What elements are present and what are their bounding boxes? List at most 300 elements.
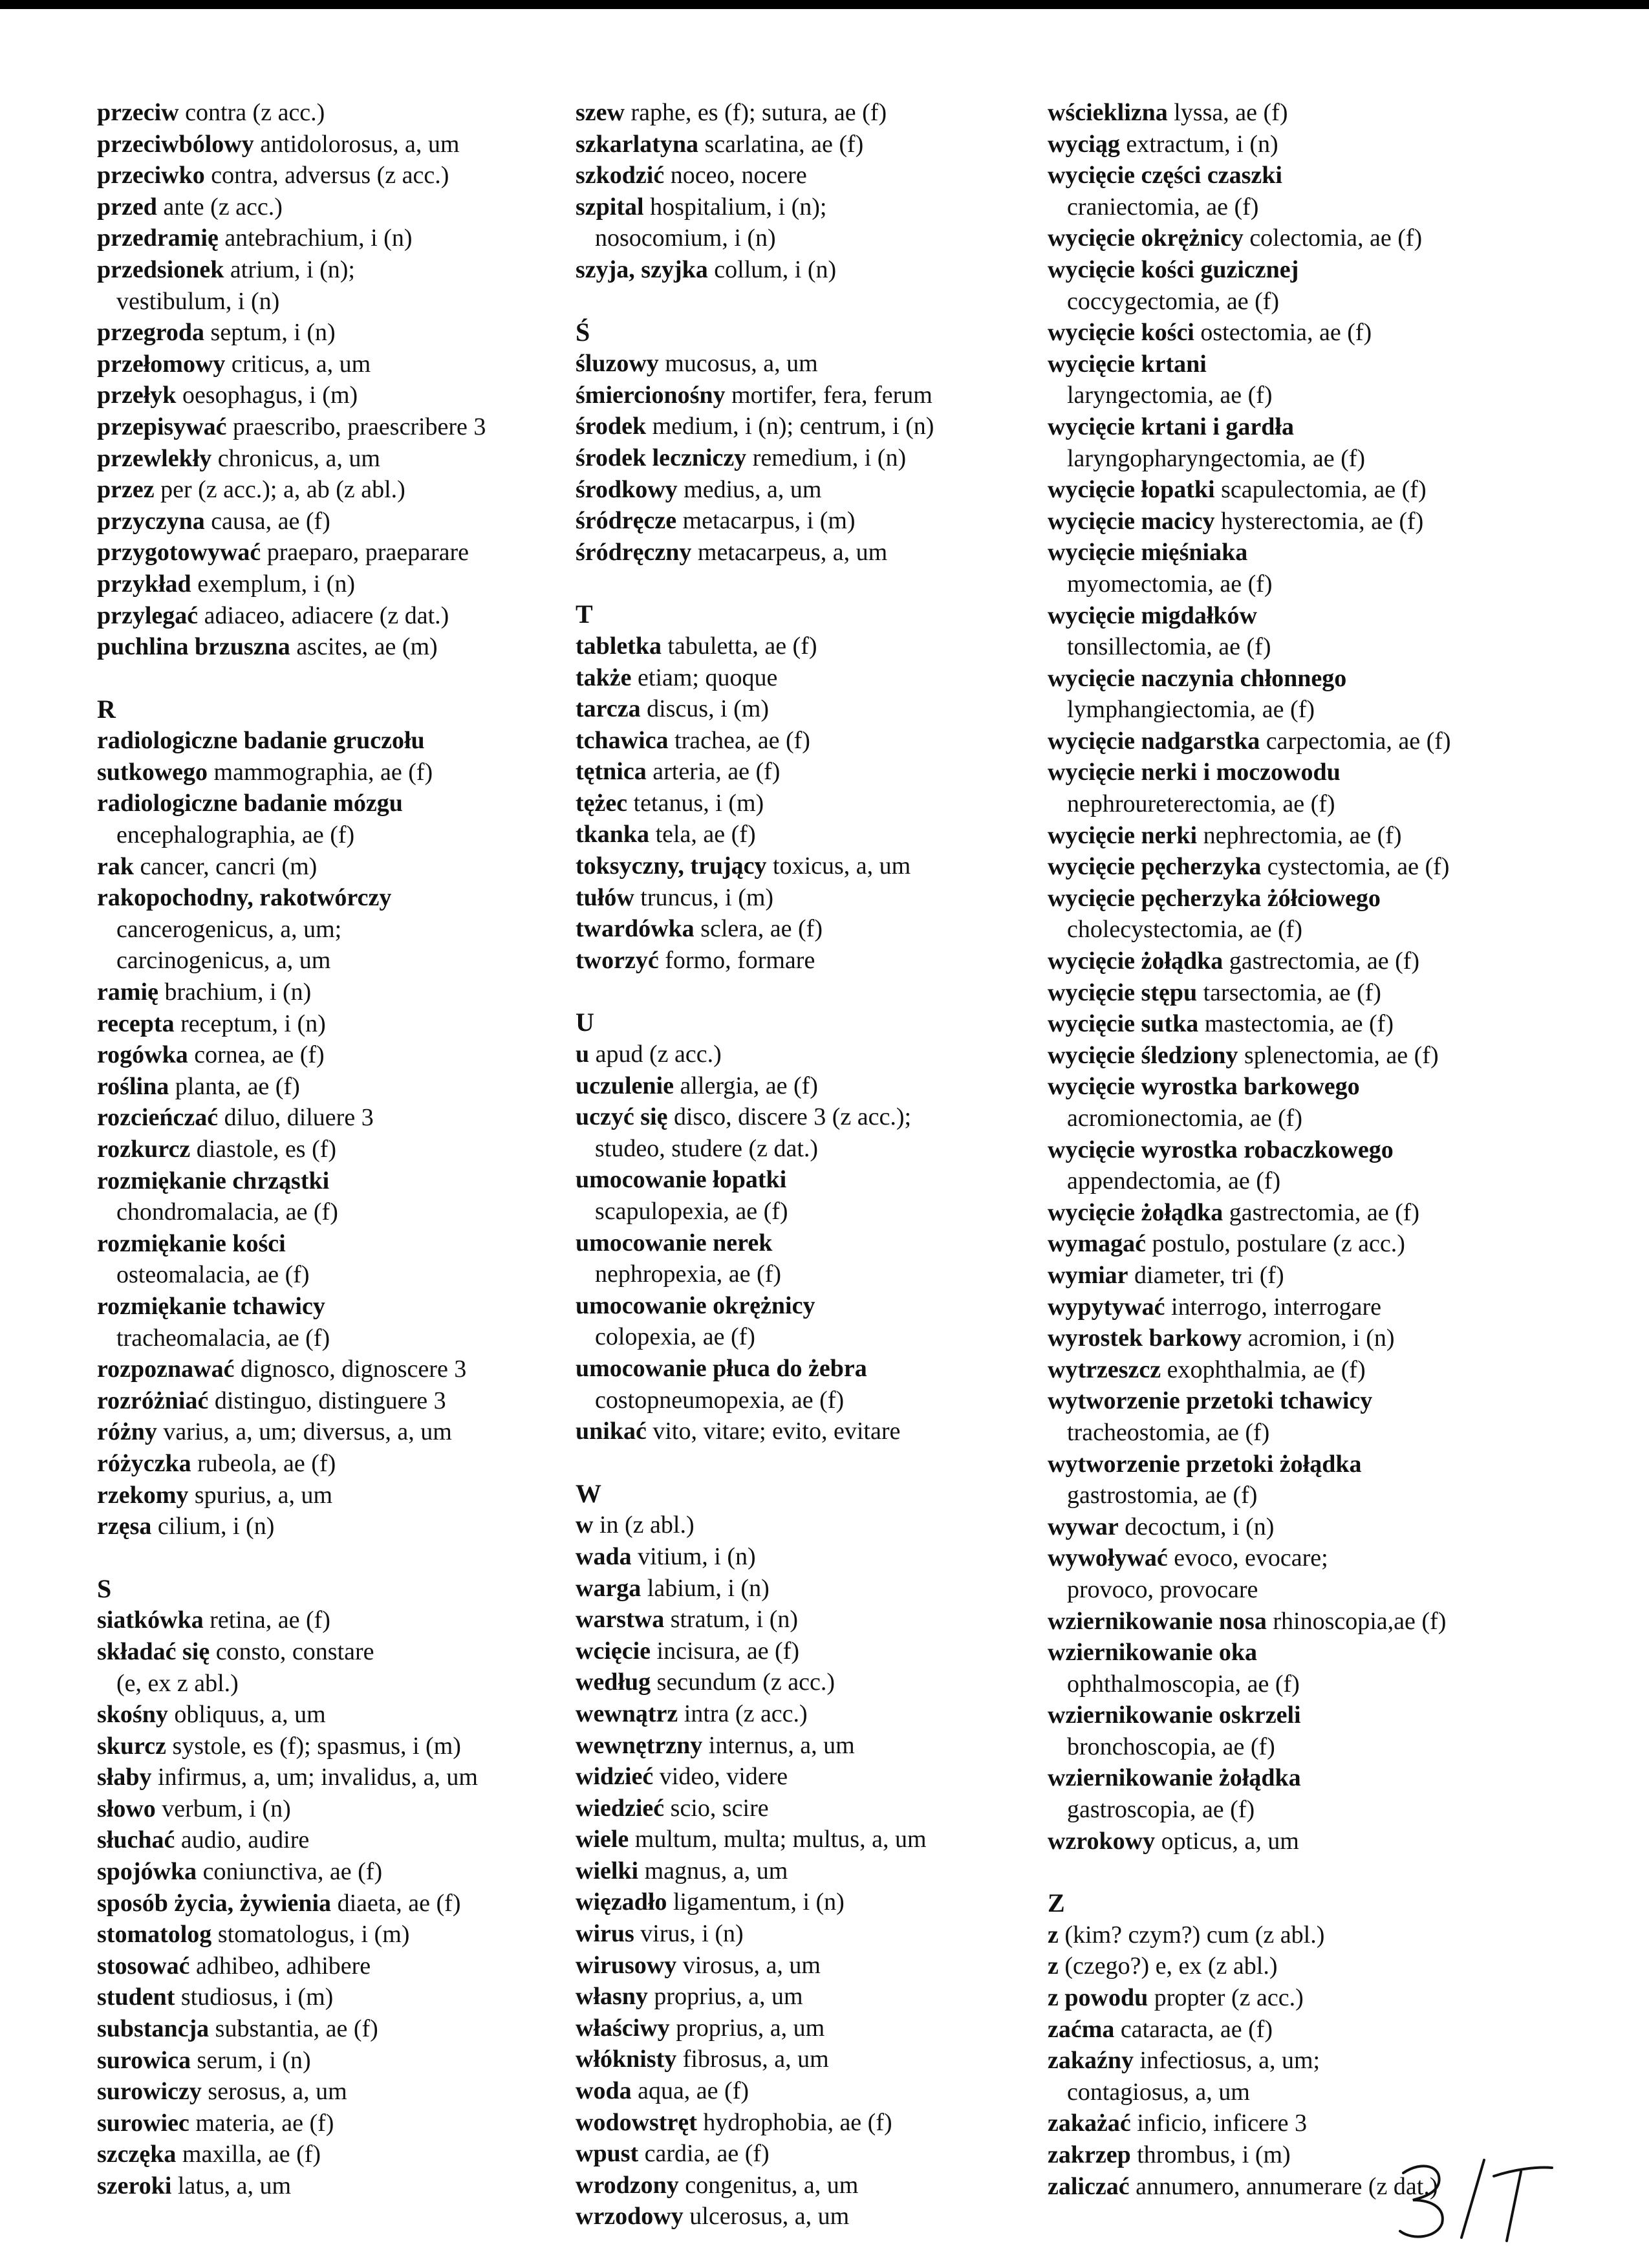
entry-headword: tarcza — [576, 695, 641, 723]
entry-headword: przepisywać — [97, 413, 227, 440]
entry-headword: przeciwko — [97, 162, 205, 189]
dictionary-entry — [97, 1950, 569, 1982]
dictionary-entry — [1048, 1950, 1565, 1982]
entry-headword: surowiec — [97, 2109, 189, 2137]
entry-headword: wirusowy — [576, 1951, 677, 1979]
dictionary-entry — [1048, 600, 1565, 632]
entry-translation: ulcerosus, a, um — [689, 2203, 850, 2230]
entry-translation: formo, formare — [665, 946, 815, 974]
dictionary-entry — [576, 882, 1054, 914]
dictionary-entry — [576, 1761, 1054, 1793]
entry-translation: scio, scire — [670, 1794, 769, 1822]
entry-translation: systole, es (f); spasmus, i (m) — [172, 1732, 461, 1760]
entry-headword: słowo — [97, 1795, 156, 1822]
dictionary-entry — [1048, 2014, 1565, 2046]
dictionary-entry — [576, 1416, 1054, 1447]
entry-headword: wycięcie wyrostka barkowego — [1048, 1073, 1360, 1101]
entry-translation: multum, multa; multus, a, um — [634, 1826, 927, 1853]
entry-headword: u — [576, 1041, 590, 1068]
entry-translation: causa, ae (f) — [211, 507, 330, 535]
entry-continuation: studeo, studere (z dat.) — [595, 1134, 819, 1162]
entry-headword: szkodzić — [576, 162, 665, 189]
entry-continuation: carcinogenicus, a, um — [116, 947, 331, 975]
entry-translation: raphe, es (f); sutura, ae (f) — [630, 99, 887, 126]
entry-headword: wewnętrzny — [576, 1731, 703, 1759]
entry-headword: wiedzieć — [576, 1794, 665, 1822]
entry-headword: szpital — [576, 193, 644, 221]
entry-translation: extractum, i (n) — [1126, 130, 1278, 158]
dictionary-entry — [576, 411, 1054, 442]
entry-translation: mortifer, fera, ferum — [731, 381, 932, 409]
dictionary-entry — [97, 631, 569, 663]
entry-continuation: craniectomia, ae (f) — [1067, 193, 1259, 221]
entry-translation: varius, a, um; diversus, a, um — [163, 1418, 452, 1446]
entry-headword: widzieć — [576, 1763, 654, 1791]
entry-headword: przykład — [97, 570, 191, 598]
dictionary-entry — [97, 882, 569, 914]
entry-headword: zakrzep — [1048, 2141, 1131, 2168]
entry-translation: gastrectomia, ae (f) — [1229, 947, 1420, 975]
entry-headword: rzekomy — [97, 1481, 189, 1509]
entry-headword: wycięcie wyrostka robaczkowego — [1048, 1136, 1394, 1163]
entry-translation: stratum, i (n) — [670, 1606, 799, 1634]
entry-translation: per (z acc.); a, ab (z abl.) — [160, 476, 405, 504]
dictionary-entry — [97, 2139, 569, 2170]
dictionary-entry — [97, 725, 569, 757]
entry-translation: infirmus, a, um; invalidus, a, um — [157, 1764, 478, 1791]
entry-translation: obliquus, a, um — [174, 1701, 326, 1729]
entry-translation: rubeola, ae (f) — [197, 1449, 336, 1477]
entry-translation: ante (z acc.) — [163, 193, 283, 221]
section-gap — [576, 1447, 1054, 1478]
dictionary-entry — [97, 1416, 569, 1448]
entry-headword: recepta — [97, 1010, 175, 1037]
dictionary-entry — [97, 1731, 569, 1762]
entry-headword: z — [1048, 1921, 1059, 1949]
entry-continuation: scapulopexia, ae (f) — [595, 1198, 788, 1225]
entry-headword: wycięcie nerki i moczowodu — [1048, 759, 1341, 786]
entry-translation: contra (z acc.) — [185, 99, 325, 126]
entry-translation: fibrosus, a, um — [682, 2046, 829, 2073]
section-gap — [97, 1542, 569, 1573]
entry-translation: cornea, ae (f) — [194, 1041, 325, 1069]
entry-translation: latus, a, um — [177, 2172, 292, 2199]
dictionary-entry — [97, 1699, 569, 1731]
entry-headword: wyciąg — [1048, 130, 1120, 158]
dictionary-entry — [97, 1102, 569, 1134]
dictionary-entry — [97, 1385, 569, 1417]
entry-translation: medius, a, um — [684, 475, 822, 503]
entry-headword: uczulenie — [576, 1072, 674, 1099]
entry-headword: szeroki — [97, 2172, 172, 2199]
entry-translation: brachium, i (n) — [164, 978, 312, 1006]
entry-translation: metacarpeus, a, um — [697, 538, 888, 566]
dictionary-entry — [1048, 2108, 1565, 2139]
dictionary-entry — [1048, 317, 1565, 349]
dictionary-entry — [97, 1039, 569, 1071]
entry-translation: praeparo, praeparare — [266, 539, 469, 567]
dictionary-entry — [97, 1636, 569, 1668]
dictionary-entry — [97, 222, 569, 254]
section-letter: R — [97, 694, 116, 724]
entry-translation: maxilla, ae (f) — [182, 2141, 321, 2168]
entry-continuation: tracheostomia, ae (f) — [1067, 1418, 1270, 1446]
entry-headword: szyja, szyjka — [576, 255, 708, 283]
dictionary-entry — [1048, 506, 1565, 537]
entry-continuation: laryngectomia, ae (f) — [1067, 382, 1273, 409]
entry-headword: skośny — [97, 1701, 168, 1729]
entry-translation: hysterectomia, ae (f) — [1220, 507, 1424, 535]
entry-headword: przyczyna — [97, 507, 205, 535]
dictionary-entry — [97, 600, 569, 632]
section-gap — [1048, 1857, 1565, 1888]
entry-translation: (kim? czym?) cum (z abl.) — [1064, 1921, 1325, 1949]
dictionary-entry — [576, 348, 1054, 380]
dictionary-entry — [576, 1604, 1054, 1636]
entry-headword: warstwa — [576, 1606, 665, 1634]
dictionary-entry — [97, 160, 569, 191]
dictionary-entry — [97, 1856, 569, 1888]
entry-headword: w — [576, 1511, 594, 1539]
section-letter: Ś — [576, 317, 590, 347]
dictionary-entry — [576, 1290, 1054, 1322]
section-letter: S — [97, 1573, 112, 1603]
entry-translation: serum, i (n) — [197, 2046, 311, 2074]
entry-translation: infectiosus, a, um; — [1139, 2047, 1320, 2075]
entry-headword: wrodzony — [576, 2171, 679, 2199]
entry-headword: przeciw — [97, 99, 179, 126]
entry-headword: przylegać — [97, 601, 199, 629]
entry-headword: surowiczy — [97, 2078, 202, 2106]
dictionary-entry — [576, 537, 1054, 568]
dictionary-entry — [576, 1698, 1054, 1730]
entry-continuation: vestibulum, i (n) — [116, 287, 280, 315]
entry-headword: tkanka — [576, 821, 650, 848]
dictionary-entry — [576, 2044, 1054, 2075]
entry-headword: różny — [97, 1418, 157, 1446]
entry-translation: septum, i (n) — [210, 319, 336, 347]
dictionary-entry — [576, 474, 1054, 506]
entry-headword: wielki — [576, 1857, 639, 1885]
dictionary-entry — [576, 1164, 1054, 1196]
dictionary-entry — [576, 442, 1054, 474]
entry-headword: przedramię — [97, 224, 219, 252]
dictionary-entry — [1048, 1197, 1565, 1229]
entry-continuation: osteomalacia, ae (f) — [116, 1261, 310, 1289]
section-gap — [576, 568, 1054, 599]
entry-translation: interrogo, interrogare — [1171, 1293, 1382, 1321]
section-letter: W — [576, 1478, 601, 1508]
entry-headword: właściwy — [576, 2014, 670, 2042]
entry-headword: wytworzenie przetoki tchawicy — [1048, 1387, 1373, 1415]
entry-translation: hydrophobia, ae (f) — [703, 2108, 892, 2136]
dictionary-entry — [97, 1511, 569, 1542]
entry-continuation: acromionectomia, ae (f) — [1067, 1105, 1302, 1132]
dictionary-entry — [1048, 945, 1565, 977]
entry-headword: tchawica — [576, 726, 669, 754]
entry-translation: studiosus, i (m) — [180, 1983, 334, 2011]
entry-continuation: tonsillectomia, ae (f) — [1067, 633, 1271, 661]
dictionary-entry — [97, 1228, 569, 1260]
entry-translation: cystectomia, ae (f) — [1267, 853, 1450, 881]
dictionary-entry — [1048, 1228, 1565, 1260]
entry-headword: unikać — [576, 1418, 647, 1445]
entry-headword: uczyć się — [576, 1103, 668, 1131]
entry-headword: wycięcie śledziony — [1048, 1041, 1238, 1069]
dictionary-entry — [97, 317, 569, 349]
entry-continuation: cancerogenicus, a, um; — [116, 915, 342, 943]
entry-headword: stosować — [97, 1952, 190, 1980]
entry-translation: praescribo, praescribere 3 — [233, 413, 486, 440]
entry-translation: antebrachium, i (n) — [224, 224, 413, 252]
dictionary-entry — [1048, 2045, 1565, 2077]
entry-translation: materia, ae (f) — [195, 2109, 334, 2137]
dictionary-entry — [1048, 222, 1565, 254]
entry-translation: oesophagus, i (m) — [182, 382, 358, 409]
entry-translation: adiaceo, adiacere (z dat.) — [204, 601, 449, 629]
dictionary-entry — [576, 380, 1054, 411]
entry-translation: postulo, postulare (z acc.) — [1152, 1230, 1405, 1258]
entry-headword: wycięcie kości guzicznej — [1048, 255, 1299, 283]
dictionary-entry — [1048, 1637, 1565, 1669]
entry-translation: apud (z acc.) — [595, 1041, 722, 1068]
entry-translation: cardia, ae (f) — [644, 2140, 770, 2168]
entry-continuation: bronchoscopia, ae (f) — [1067, 1733, 1275, 1760]
entry-headword: przedsionek — [97, 255, 224, 283]
dictionary-entry — [576, 631, 1054, 662]
dictionary-entry — [97, 1071, 569, 1103]
entry-headword: z — [1048, 1952, 1059, 1980]
entry-headword: wycięcie okrężnicy — [1048, 224, 1244, 252]
entry-headword: wziernikowanie żołądka — [1048, 1764, 1301, 1792]
entry-translation: propter (z acc.) — [1154, 1984, 1304, 2012]
dictionary-entry — [97, 2045, 569, 2077]
dictionary-entry — [576, 2013, 1054, 2044]
entry-translation: incisura, ae (f) — [656, 1637, 800, 1665]
dictionary-entry — [1048, 97, 1565, 129]
entry-headword: ramię — [97, 978, 158, 1006]
dictionary-entry — [576, 1855, 1054, 1887]
entry-translation: hospitalium, i (n); — [650, 193, 827, 221]
entry-translation: receptum, i (n) — [180, 1010, 326, 1037]
entry-headword: surowica — [97, 2046, 191, 2074]
entry-headword: więzadło — [576, 1888, 667, 1916]
dictionary-entry — [1048, 1511, 1565, 1543]
entry-translation: video, videre — [659, 1763, 788, 1791]
section-letter: T — [576, 599, 593, 629]
entry-continuation: costopneumopexia, ae (f) — [595, 1386, 845, 1414]
entry-headword: sutkowego — [97, 758, 208, 786]
dictionary-entry — [576, 191, 1054, 223]
entry-translation: secundum (z acc.) — [656, 1669, 835, 1696]
entry-translation: atrium, i (n); — [230, 255, 355, 283]
entry-continuation: gastrostomia, ae (f) — [1067, 1482, 1258, 1509]
entry-headword: wewnątrz — [576, 1700, 678, 1727]
entry-continuation: laryngopharyngectomia, ae (f) — [1067, 444, 1366, 472]
entry-headword: rozpoznawać — [97, 1355, 235, 1383]
dictionary-entry — [576, 160, 1054, 191]
entry-headword: siatkówka — [97, 1606, 204, 1634]
entry-translation: tetanus, i (m) — [633, 789, 764, 817]
entry-translation: dignosco, dignoscere 3 — [241, 1355, 467, 1383]
entry-translation: mucosus, a, um — [665, 350, 818, 378]
entry-headword: wycięcie żołądka — [1048, 1198, 1223, 1226]
entry-translation: serosus, a, um — [208, 2078, 347, 2106]
entry-translation: distinguo, distinguere 3 — [214, 1387, 446, 1414]
entry-headword: tworzyć — [576, 946, 659, 974]
entry-headword: wycięcie krtani i gardła — [1048, 413, 1294, 440]
entry-translation: stomatologus, i (m) — [217, 1921, 410, 1949]
entry-translation: exemplum, i (n) — [197, 570, 355, 598]
entry-headword: wycięcie pęcherzyka żółciowego — [1048, 884, 1381, 912]
entry-translation: criticus, a, um — [231, 350, 371, 378]
entry-translation: remedium, i (n) — [752, 444, 907, 471]
entry-translation: nephrectomia, ae (f) — [1203, 821, 1402, 849]
entry-headword: z powodu — [1048, 1984, 1148, 2012]
entry-headword: rozcieńczać — [97, 1104, 219, 1132]
dictionary-entry — [576, 1353, 1054, 1385]
dictionary-entry — [1048, 129, 1565, 160]
entry-headword: wrzodowy — [576, 2203, 684, 2230]
entry-continuation: appendectomia, ae (f) — [1067, 1167, 1281, 1195]
entry-translation: magnus, a, um — [644, 1857, 788, 1885]
entry-translation: gastrectomia, ae (f) — [1229, 1198, 1420, 1226]
entry-translation: cancer, cancri (m) — [140, 852, 318, 880]
entry-headword: wścieklizna — [1048, 99, 1168, 126]
dictionary-entry — [1048, 1323, 1565, 1354]
entry-headword: wycięcie krtani — [1048, 350, 1207, 378]
handwritten-page-mark — [1377, 2147, 1558, 2244]
entry-headword: wymagać — [1048, 1230, 1146, 1258]
entry-headword: rakopochodny, rakotwórczy — [97, 884, 392, 912]
entry-translation: evoco, evocare; — [1174, 1544, 1328, 1572]
entry-headword: tętnica — [576, 758, 647, 786]
dictionary-entry — [1048, 1542, 1565, 1574]
entry-continuation: gastroscopia, ae (f) — [1067, 1796, 1255, 1824]
entry-translation: intra (z acc.) — [684, 1700, 808, 1727]
dictionary-entry — [97, 506, 569, 537]
entry-headword: wycięcie sutka — [1048, 1010, 1199, 1038]
entry-headword: śluzowy — [576, 350, 659, 378]
dictionary-entry — [576, 1886, 1054, 1918]
dictionary-entry — [576, 1541, 1054, 1573]
entry-headword: wycięcie stępu — [1048, 978, 1198, 1006]
entry-continuation: nephroureterectomia, ae (f) — [1067, 790, 1335, 818]
entry-headword: wywoływać — [1048, 1544, 1168, 1572]
entry-headword: śmiercionośny — [576, 381, 726, 409]
entry-translation: proprius, a, um — [676, 2014, 825, 2042]
dictionary-entry — [576, 913, 1054, 945]
entry-continuation: encephalographia, ae (f) — [116, 821, 355, 849]
dictionary-entry — [576, 2138, 1054, 2170]
dictionary-entry — [97, 349, 569, 380]
entry-headword: zaliczać — [1048, 2172, 1130, 2200]
entry-translation: cilium, i (n) — [157, 1513, 275, 1540]
dictionary-entry — [576, 819, 1054, 850]
dictionary-entry — [97, 1888, 569, 1919]
dictionary-entry — [1048, 254, 1565, 286]
dictionary-entry — [576, 1918, 1054, 1950]
entry-translation: proprius, a, um — [654, 1983, 803, 2011]
entry-translation: truncus, i (m) — [640, 883, 774, 911]
entry-translation: substantia, ae (f) — [215, 2015, 378, 2043]
entry-translation: annumero, annumerare (z dat.) — [1136, 2172, 1438, 2200]
dictionary-entry — [97, 2076, 569, 2108]
dictionary-entry — [97, 1134, 569, 1165]
entry-headword: umocowanie płuca do żebra — [576, 1354, 867, 1382]
entry-headword: środek leczniczy — [576, 444, 747, 471]
dictionary-entry — [97, 1919, 569, 1950]
entry-translation: retina, ae (f) — [210, 1606, 330, 1634]
entry-headword: radiologiczne badanie mózgu — [97, 790, 403, 817]
entry-headword: wycięcie nadgarstka — [1048, 727, 1260, 755]
entry-translation: scarlatina, ae (f) — [704, 130, 864, 158]
entry-translation: allergia, ae (f) — [680, 1072, 818, 1099]
entry-translation: medium, i (n); centrum, i (n) — [652, 413, 934, 440]
dictionary-entry — [97, 191, 569, 223]
dictionary-entry — [97, 2170, 569, 2202]
dictionary-entry — [576, 1824, 1054, 1855]
dictionary-entry — [1048, 851, 1565, 883]
entry-translation: audio, audire — [180, 1826, 310, 1854]
entry-translation: adhibeo, adhibere — [196, 1952, 371, 1980]
entry-headword: wycięcie nerki — [1048, 821, 1198, 849]
entry-headword: przełomowy — [97, 350, 226, 378]
entry-headword: włóknisty — [576, 2046, 677, 2073]
dictionary-entry — [576, 2201, 1054, 2232]
dictionary-entry — [576, 505, 1054, 537]
entry-headword: wycięcie kości — [1048, 319, 1194, 347]
dictionary-entry — [1048, 1762, 1565, 1794]
dictionary-entry — [97, 1165, 569, 1197]
dictionary-entry — [1048, 1291, 1565, 1323]
entry-headword: radiologiczne badanie gruczołu — [97, 727, 425, 755]
entry-headword: szew — [576, 99, 625, 126]
dictionary-column-3 — [1048, 97, 1565, 2202]
dictionary-entry — [1048, 757, 1565, 788]
entry-headword: wodowstręt — [576, 2108, 697, 2136]
entry-headword: warga — [576, 1574, 641, 1602]
entry-headword: umocowanie łopatki — [576, 1166, 787, 1194]
entry-headword: wirus — [576, 1920, 634, 1948]
dictionary-entry — [576, 2170, 1054, 2201]
dictionary-entry — [97, 97, 569, 129]
dictionary-entry — [97, 2013, 569, 2045]
entry-headword: wycięcie pęcherzyka — [1048, 853, 1262, 881]
dictionary-entry — [576, 1509, 1054, 1541]
entry-headword: składać się — [97, 1637, 210, 1665]
dictionary-entry — [1048, 1385, 1565, 1417]
entry-translation: labium, i (n) — [647, 1574, 770, 1602]
entry-headword: twardówka — [576, 915, 695, 943]
entry-translation: spurius, a, um — [194, 1481, 333, 1509]
dictionary-entry — [97, 254, 569, 286]
entry-translation: etiam; quoque — [638, 664, 778, 691]
entry-headword: wycięcie żołądka — [1048, 947, 1223, 975]
section-letter: Z — [1048, 1888, 1065, 1918]
entry-headword: wymiar — [1048, 1261, 1128, 1289]
entry-headword: wywar — [1048, 1513, 1119, 1540]
entry-translation: planta, ae (f) — [175, 1072, 300, 1100]
dictionary-entry — [576, 2075, 1054, 2107]
entry-headword: wiele — [576, 1826, 629, 1853]
entry-translation: opticus, a, um — [1161, 1827, 1299, 1855]
entry-translation: mastectomia, ae (f) — [1204, 1010, 1394, 1038]
dictionary-entry — [576, 756, 1054, 788]
section-gap — [576, 976, 1054, 1007]
dictionary-entry — [97, 129, 569, 160]
entry-translation: virus, i (n) — [640, 1920, 744, 1948]
